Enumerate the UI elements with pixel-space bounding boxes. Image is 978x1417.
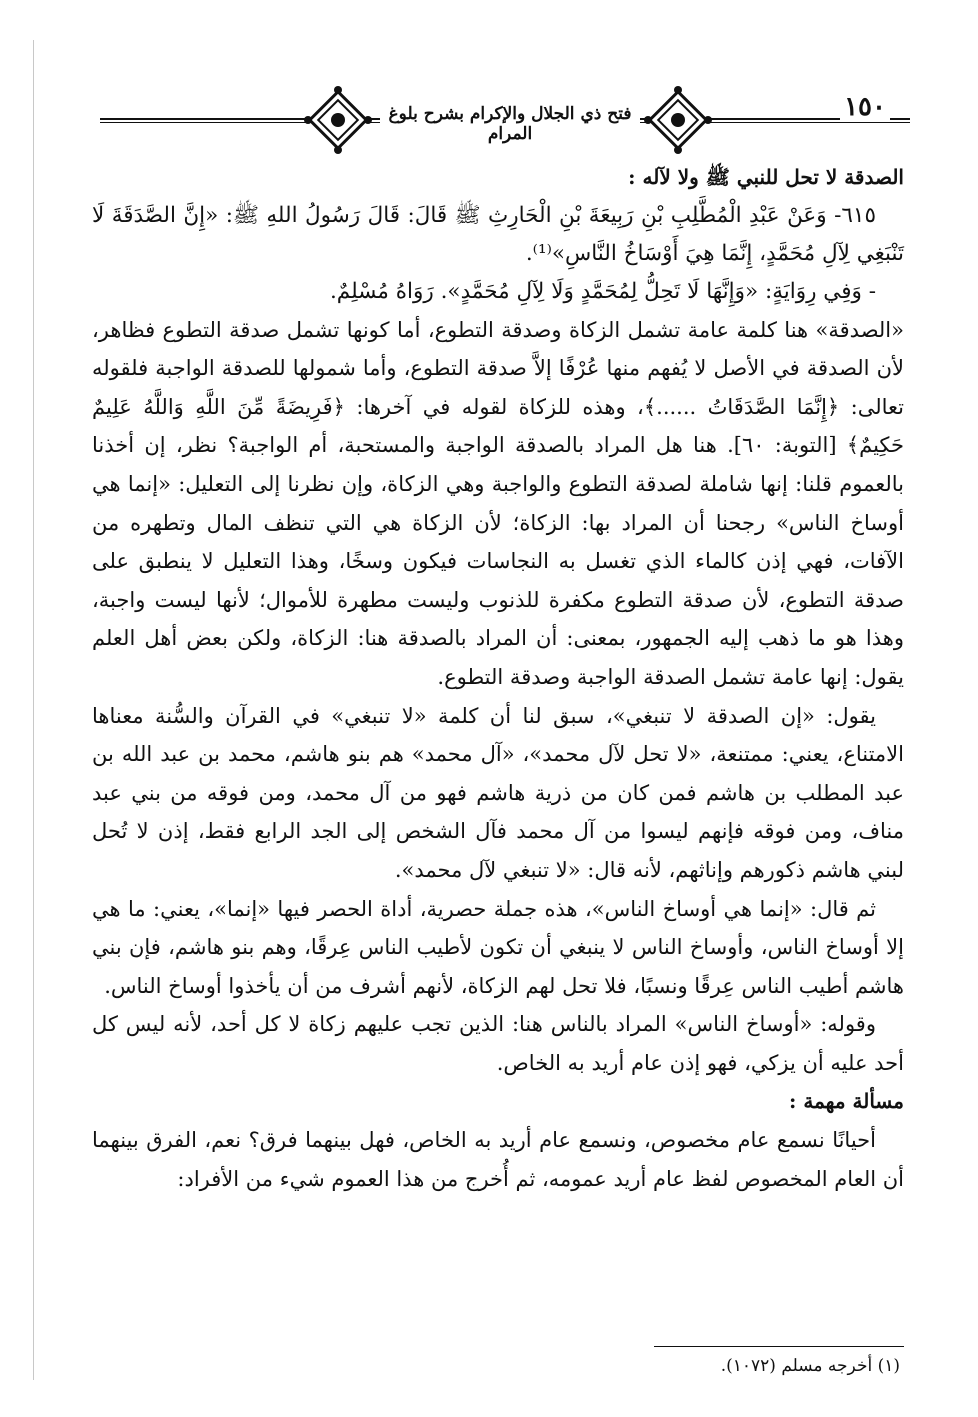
hadith-text: ٦١٥- وَعَنْ عَبْدِ الْمُطَّلِبِ بْنِ رَبِيعَةَ بْنِ الْحَارِثِ ﷺ قَالَ: قَالَ رَسُولُ اللهِ ﷺ: «إِنَّ الصَّدَقَةَ لَا تَنْبَغِي لِآلِ مُحَمَّدٍ، إِنَّمَا هِيَ أَوْسَاخُ النَّاسِ»⁽¹⁾. <box>92 202 904 266</box>
section-heading: الصدقة لا تحل للنبي ﷺ ولا لآله : <box>628 165 904 189</box>
footnote: (١) أخرجه مسلم (١٠٧٢). <box>720 1356 900 1376</box>
page-number: ١٥٠ <box>840 92 890 122</box>
running-title: فتح ذي الجلال والإكرام بشرح بلوغ المرام <box>380 104 640 144</box>
page-header <box>100 78 910 158</box>
commentary-paragraph: أحيانًا نسمع عام مخصوص، ونسمع عام أريد به الخاص، فهل بينهما فرق؟ نعم، الفرق بينهما أن العام المخصوص لفظ عام أريد عمومه، ثم أُخرج من هذا العموم شيء من الأفراد: <box>92 1128 904 1191</box>
footnote-rule <box>654 1346 904 1347</box>
commentary-paragraph: وقوله: «أوساخ الناس» المراد بالناس هنا: الذين تجب عليهم زكاة لا كل أحد، لأنه ليس كل أحد عليه أن يزكي، فهو إذن عام أريد به الخاص. <box>92 1012 904 1075</box>
left-ornament-icon <box>300 82 376 158</box>
commentary-paragraph: يقول: «إن الصدقة لا تنبغي»، سبق لنا أن كلمة «لا تنبغي» في القرآن والسُّنة معناها الامتناع، يعني: ممتنعة، «لا تحل لآل محمد»، «آل محمد» هم بنو هاشم، محمد بن عبد الله بن عبد المطلب بن هاشم فمن كان من ذرية هاشم فهو من آل محمد، ومن فوقه من بني عبد مناف، ومن فوقه فإنهم ليسوا من آل محمد فآل الشخص إلى الجد الرابع فقط، إذن لا تُحل لبني هاشم ذكورهم وإناثهم، لأنه قال: «لا تنبغي لآل محمد». <box>92 703 904 882</box>
page-body <box>92 158 904 1198</box>
right-ornament-icon <box>640 82 716 158</box>
page-margin-line <box>33 40 34 1380</box>
issue-heading: مسألة مهمة : <box>789 1089 904 1114</box>
commentary-paragraph: ثم قال: «إنما هي أوساخ الناس»، هذه جملة حصرية، أداة الحصر فيها «إنما»، يعني: ما هي إلا أوساخ الناس، وأوساخ الناس لا ينبغي أن تكون لأطيب الناس عِرقًا، وهم بنو هاشم، فإن بني هاشم أطيب الناس عِرقًا ونسبًا، فلا تحل لهم الزكاة، لأنهم أشرف من أن يأخذوا أوساخ الناس. <box>92 896 904 998</box>
commentary-paragraph: «الصدقة» هنا كلمة عامة تشمل الزكاة وصدقة التطوع، أما كونها تشمل صدقة التطوع فظاهر، لأن الصدقة في الأصل لا يُفهم منها عُرْفًا إلاَّ صدقة التطوع، وأما شمولها للصدقة الواجبة فلقوله تعالى: ﴿إِنَّمَا الصَّدَقَاتُ ......﴾، وهذه للزكاة لقوله في آخرها: ﴿فَرِيضَةً مِّنَ اللَّهِ وَاللَّهُ عَلِيمٌ حَكِيمٌ﴾ [التوبة: ٦٠]. هنا هل المراد بالصدقة الواجبة والمستحبة، أم الواجبة؟ نظر، إن أخذنا بالعموم قلنا: إنها شاملة لصدقة التطوع والواجبة وهي الزكاة، وإن نظرنا إلى التعليل: «إنما هي أوساخ الناس» رجحنا أن المراد بها: الزكاة؛ لأن الزكاة هي التي تنظف المال وتطهره من الآفات، فهي إذن كالماء الذي تغسل به النجاسات فيكون وسخًا، وهذا التعليل لا ينطبق على صدقة التطوع، لأن صدقة التطوع مكفرة للذنوب وليست مطهرة للأموال؛ لأنها ليست واجبة، وهذا هو ما ذهب إليه الجمهور، بمعنى: أن المراد بالصدقة هنا: الزكاة، ولكن بعض أهل العلم يقول: إنها عامة تشمل الصدقة الواجبة وصدقة التطوع. <box>92 317 904 689</box>
hadith-variant: - وَفِي رِوَايَةٍ: «وَإِنَّهَا لَا تَحِلُّ لِمُحَمَّدٍ وَلَا لِآلِ مُحَمَّدٍ». رَوَاهُ مُسْلِمٌ. <box>329 278 876 304</box>
